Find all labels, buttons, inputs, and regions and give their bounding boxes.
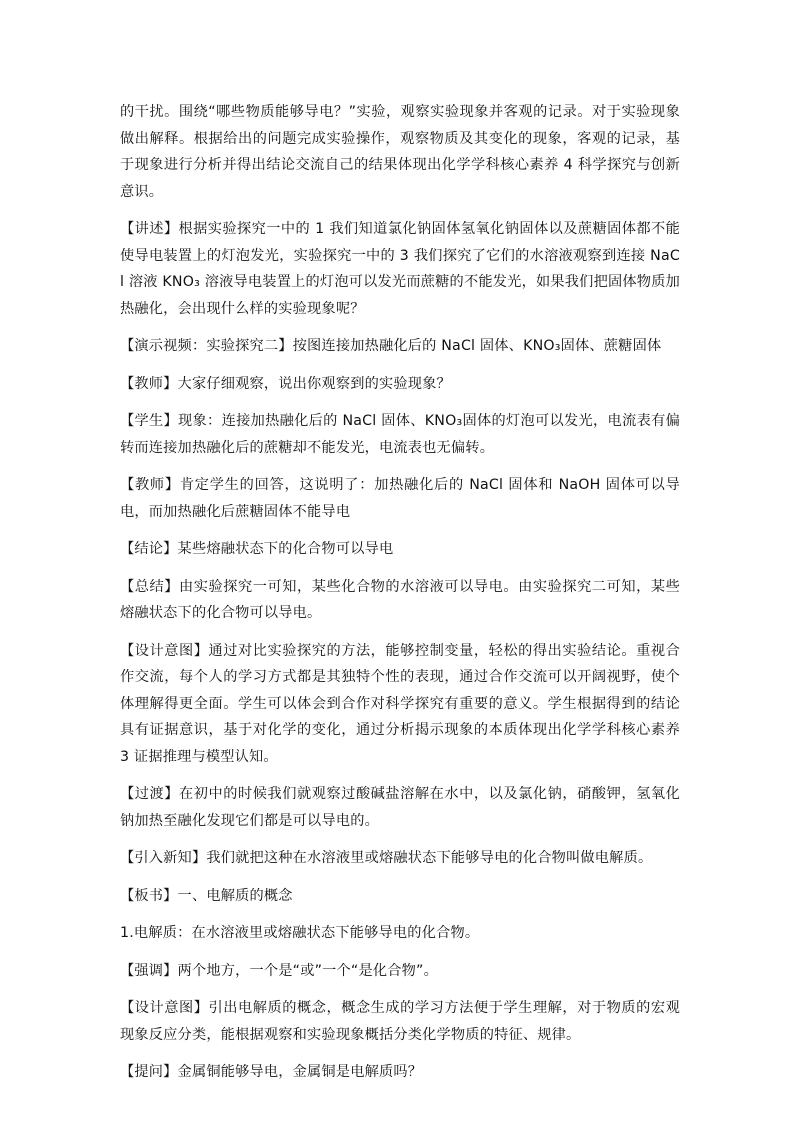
paragraph-emphasis: 【强调】两个地方，一个是“或”一个“是化合物”。 [120,962,438,979]
paragraph-transition: 【过渡】在初中的时候我们就观察过酸碱盐溶解在水中，以及氯化钠，硝酸钾，氢氧化钠加热至融化发现它们都是可以导电的。 [120,786,680,829]
paragraph-teacher-question: 【教师】大家仔细观察，说出你观察到的实验现象？ [120,375,451,392]
paragraph-intro-continuation: 的干扰。围绕“哪些物质能够导电？”实验，观察实验现象并客观的记录。对于实验现象做出解释。根据给出的问题完成实验操作，观察物质及其变化的现象，客观的记录，基于现象进行分析并得出结论交流自己的结果体现出化学学科核心素养 4 科学探究与创新意识。 [120,104,680,200]
paragraph-definition: 1.电解质：在水溶液里或熔融状态下能够导电的化合物。 [120,925,480,941]
paragraph-lecture: 【讲述】根据实验探究一中的 1 我们知道氯化钠固体氢氧化钠固体以及蔗糖固体都不能使导电装置上的灯泡发光，实验探究一中的 3 我们探究了它们的水溶液观察到连接 NaCl 溶液 KNO₃ 溶液导电装置上的灯泡可以发光而蔗糖的不能发光，如果我们把固体物质加热融化，会出现什么样的实验现象呢？ [120,221,680,317]
paragraph-board-heading: 【板书】一、电解质的概念 [120,887,293,904]
paragraph-design-intent-2: 【设计意图】引出电解质的概念，概念生成的学习方法便于学生理解，对于物质的宏观现象反应分类，能根据观察和实验现象概括分类化学物质的特征、规律。 [120,1000,680,1043]
paragraph-student-answer: 【学生】现象：连接加热融化后的 NaCl 固体、KNO₃固体的灯泡可以发光，电流表有偏转而连接加热融化后的蔗糖却不能发光，电流表也无偏转。 [120,413,680,456]
paragraph-summary: 【总结】由实验探究一可知，某些化合物的水溶液可以导电。由实验探究二可知，某些熔融状态下的化合物可以导电。 [120,578,680,621]
paragraph-new-knowledge: 【引入新知】我们就把这种在水溶液里或熔融状态下能够导电的化合物叫做电解质。 [120,850,653,866]
document-body [120,99,680,1097]
paragraph-design-intent-1: 【设计意图】通过对比实验探究的方法，能够控制变量，轻松的得出实验结论。重视合作交流，每个人的学习方式都是其独特个性的表现，通过合作交流可以开阔视野，使个体理解得更全面。学生可以体会到合作对科学探究有重要的意义。学生根据得到的结论具有证据意识，基于对化学的变化，通过分析揭示现象的本质体现出化学学科核心素养 3 证据推理与模型认知。 [120,642,680,765]
paragraph-question: 【提问】金属铜能够导电，金属铜是电解质吗？ [120,1064,423,1080]
paragraph-teacher-affirm: 【教师】肯定学生的回答，这说明了：加热融化后的 NaCl 固体和 NaOH 固体可以导电，而加热融化后蔗糖固体不能导电 [120,477,680,520]
paragraph-demo-video: 【演示视频：实验探究二】按图连接加热融化后的 NaCl 固体、KNO₃固体、蔗糖固体 [120,338,662,354]
paragraph-conclusion: 【结论】某些熔融状态下的化合物可以导电 [120,541,394,557]
